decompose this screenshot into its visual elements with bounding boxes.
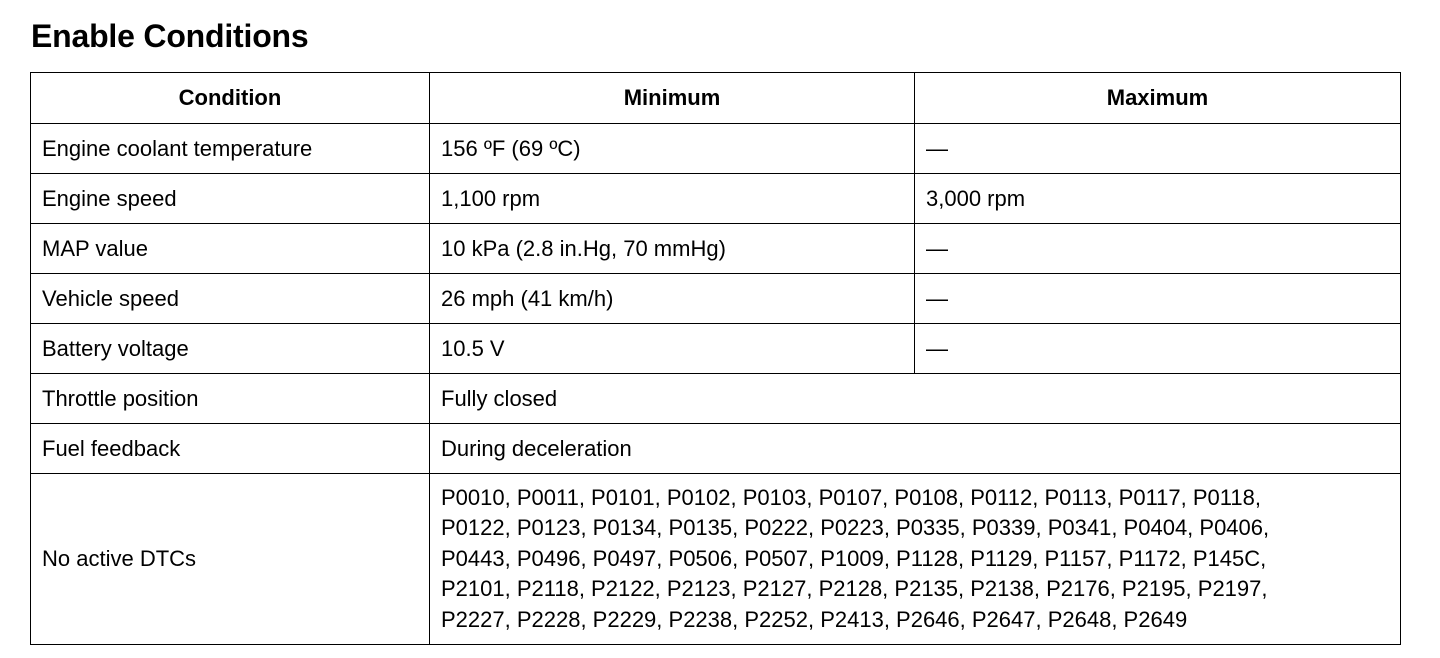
- table-row: [31, 474, 1401, 645]
- condition-cell: Engine coolant temperature: [31, 124, 430, 174]
- condition-cell: MAP value: [31, 224, 430, 274]
- value-cell: During deceleration: [430, 424, 1401, 474]
- table-row: [31, 174, 1401, 224]
- maximum-cell: —: [915, 324, 1401, 374]
- value-cell: Fully closed: [430, 374, 1401, 424]
- maximum-cell: 3,000 rpm: [915, 174, 1401, 224]
- table-row: [31, 124, 1401, 174]
- page-title: Enable Conditions: [31, 18, 309, 54]
- condition-cell: Vehicle speed: [31, 274, 430, 324]
- table-row: [31, 324, 1401, 374]
- minimum-cell: 10 kPa (2.8 in.Hg, 70 mmHg): [430, 224, 915, 274]
- condition-cell: Throttle position: [31, 374, 430, 424]
- minimum-cell: 156 ºF (69 ºC): [430, 124, 915, 174]
- condition-cell: Fuel feedback: [31, 424, 430, 474]
- dtc-line: P2101, P2118, P2122, P2123, P2127, P2128, P2135, P2138, P2176, P2195, P2197,: [441, 576, 1268, 602]
- column-header-condition: Condition: [31, 73, 430, 124]
- maximum-cell: —: [915, 224, 1401, 274]
- table-row: [31, 424, 1401, 474]
- minimum-cell: 1,100 rpm: [430, 174, 915, 224]
- dtc-line: P0443, P0496, P0497, P0506, P0507, P1009, P1128, P1129, P1157, P1172, P145C,: [441, 545, 1267, 571]
- minimum-cell: 10.5 V: [430, 324, 915, 374]
- table-header-row: [31, 73, 1401, 124]
- dtc-list-cell: [430, 474, 1401, 645]
- condition-cell: Engine speed: [31, 174, 430, 224]
- column-header-minimum: Minimum: [430, 73, 915, 124]
- maximum-cell: —: [915, 124, 1401, 174]
- enable-conditions-table: [30, 72, 1401, 645]
- table-row: [31, 224, 1401, 274]
- dtc-line: P0010, P0011, P0101, P0102, P0103, P0107, P0108, P0112, P0113, P0117, P0118,: [441, 484, 1261, 510]
- condition-cell: Battery voltage: [31, 324, 430, 374]
- table-row: [31, 374, 1401, 424]
- column-header-maximum: Maximum: [915, 73, 1401, 124]
- dtc-line: P0122, P0123, P0134, P0135, P0222, P0223, P0335, P0339, P0341, P0404, P0406,: [441, 515, 1270, 541]
- maximum-cell: —: [915, 274, 1401, 324]
- condition-cell: No active DTCs: [31, 474, 430, 645]
- table-row: [31, 274, 1401, 324]
- dtc-line: P2227, P2228, P2229, P2238, P2252, P2413, P2646, P2647, P2648, P2649: [441, 606, 1188, 632]
- minimum-cell: 26 mph (41 km/h): [430, 274, 915, 324]
